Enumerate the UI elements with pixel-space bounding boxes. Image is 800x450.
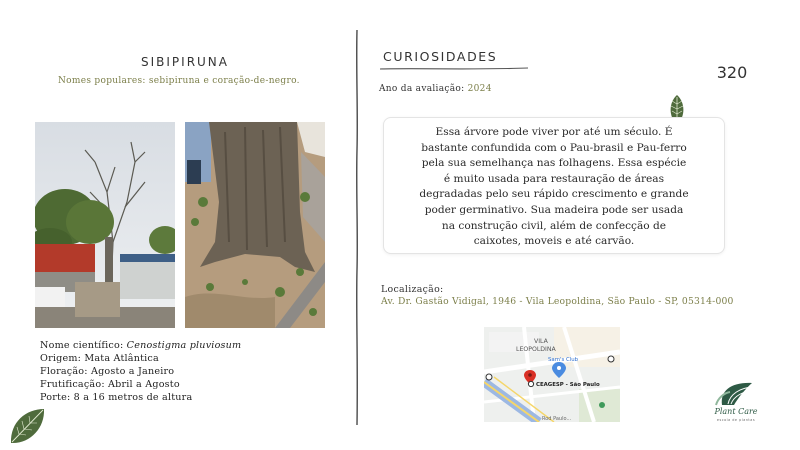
popular-names: Nomes populares: sebipiruna e coração-de-negro. bbox=[58, 76, 300, 86]
scientific-name-row bbox=[40, 339, 241, 352]
scientific-name-label: Nome científico: bbox=[40, 340, 127, 351]
curiosities-text-box bbox=[383, 117, 725, 254]
curiosity-line: Essa árvore pode viver por até um século. É bbox=[435, 126, 673, 138]
year-value: 2024 bbox=[467, 84, 492, 94]
tree-number-badge: 320 bbox=[716, 63, 748, 82]
tree-facts bbox=[40, 339, 241, 404]
location-map[interactable] bbox=[484, 327, 620, 422]
curiosity-line: na construção civil, além de confecção de bbox=[441, 219, 667, 232]
location-label: Localização: bbox=[381, 284, 444, 295]
map-poi-label: Sam's Club bbox=[548, 357, 579, 363]
curiosity-line: pela sua semelhança nas folhagens. Essa espécie bbox=[421, 157, 687, 170]
map-road-label: Rod Paulo... bbox=[542, 416, 572, 422]
size-row: Porte: 8 a 16 metros de altura bbox=[40, 392, 193, 403]
curiosity-line: é muito usada para restauração de áreas bbox=[443, 172, 665, 185]
curiosities-heading: CURIOSIDADES bbox=[383, 49, 498, 64]
heading-underline bbox=[380, 66, 528, 72]
map-marker-label: CEAGESP - São Paulo bbox=[536, 382, 600, 388]
leaf-icon bbox=[6, 406, 48, 446]
map-canvas[interactable] bbox=[484, 327, 620, 422]
origin-row: Origem: Mata Atlântica bbox=[40, 353, 159, 364]
fruiting-row: Frutificação: Abril a Agosto bbox=[40, 379, 180, 390]
curiosity-line: poder germinativo. Sua madeira pode ser usada bbox=[424, 203, 684, 216]
year-label: Ano da avaliação: bbox=[379, 84, 468, 94]
map-district-label: VILA LEOPOLDINA bbox=[516, 338, 556, 353]
column-divider bbox=[354, 30, 360, 425]
brand-name: Plant Care bbox=[714, 407, 758, 416]
curiosity-line: degradadas pelo seu rápido crescimento e grande bbox=[419, 188, 689, 201]
tree-photo-full bbox=[35, 122, 175, 328]
curiosity-line: bastante confundida com o Pau-brasil e Pau-ferro bbox=[421, 141, 687, 154]
scientific-name-value: Cenostigma pluviosum bbox=[126, 340, 242, 351]
location-address: Av. Dr. Gastão Vidigal, 1946 - Vila Leopoldina, São Paulo - SP, 05314-000 bbox=[381, 296, 734, 307]
tree-title: SIBIPIRUNA bbox=[140, 55, 229, 69]
curiosity-line: caixotes, moveis e até carvão. bbox=[473, 235, 635, 248]
flowering-row: Floração: Agosto a Janeiro bbox=[40, 366, 175, 377]
brand-tagline: escola de plantas bbox=[716, 418, 756, 422]
tree-photo-trunk bbox=[185, 122, 325, 328]
evaluation-year bbox=[379, 84, 492, 94]
